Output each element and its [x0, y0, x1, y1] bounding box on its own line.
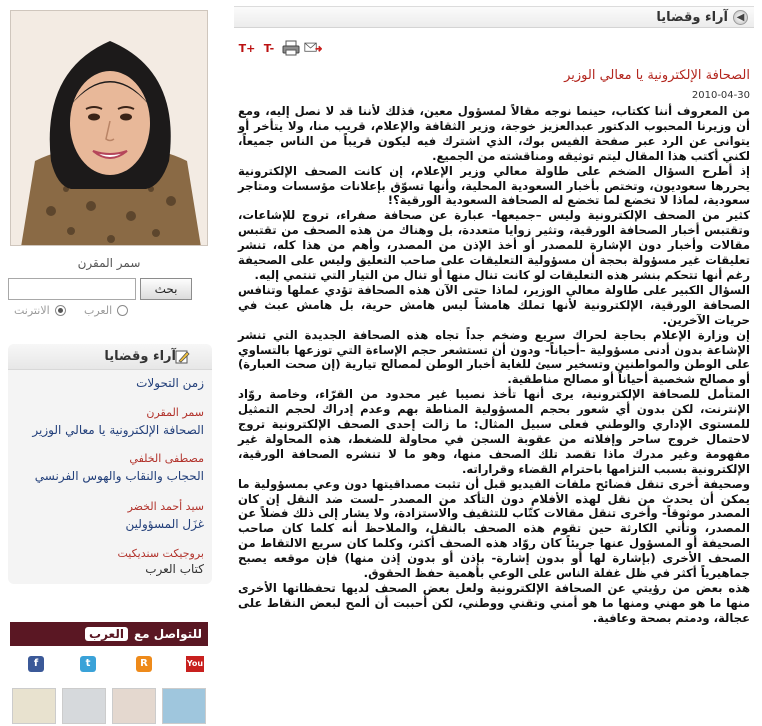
facebook-icon[interactable]: f — [28, 656, 44, 672]
sidebar — [0, 0, 222, 726]
section-title: آراء وقضايا — [656, 10, 728, 25]
sidebar-link-topic[interactable]: الحجاب والنقاب والهوس الفرنسي — [34, 469, 204, 483]
print-icon[interactable] — [282, 39, 300, 57]
opinion-panel-header — [8, 344, 212, 370]
sidebar-link-writer[interactable]: سمر المقرن — [146, 406, 204, 419]
search-scope-arab[interactable] — [84, 304, 128, 317]
edit-icon — [174, 349, 190, 365]
font-increase-icon[interactable]: T+ — [238, 41, 256, 55]
article-paragraph: السؤال الكبير على طاولة معالي الوزير، لماذا حتى الآن هذه الصحافة تؤدي عملها وتنافس الصحافة الورقية، الإلكترونية لأنها تملك هامشاً ليس هامش حرية، بل هامش عبث في حريات الآخرين. — [238, 282, 750, 327]
promo-thumbnail[interactable] — [162, 688, 206, 724]
article-paragraph: إن وزارة الإعلام بحاجة لحراك سريع وضخم جداً تجاه هذه الصحافة الجديدة التي تنشر الإشاعة بدون أدنى مسؤولية –أحياناً- ودون أن تستشعر حجم الإساءة التي توزعها بالتساوي على الوطن والمواطنين وتسخير سيئ للغاية أخبار الوطن لمصالح تيارية (إن صحت العبارة) أو مصالح شخصية أحياناً أو مصالح مناطقية. — [238, 327, 750, 387]
search-scope-internet[interactable] — [14, 304, 66, 317]
sidebar-link-writer[interactable]: بروجيكت سنديكيت — [117, 547, 204, 560]
opinion-panel-title: آراء وقضايا — [104, 349, 176, 364]
article-paragraph: المتأمل للصحافة الإلكترونية، يرى أنها تأخذ نصيبا غير محدود من القرّاء، وخاصة روّاد الإنترنت، لكن بدون أي شعور بحجم المسؤولية المناطة بهم وعدم إدراك لحجم التمثيل للمستوى الإداري والوطني فعلى سبيل المثال: ما زالت إحدى الصحف الإلكترونية تروج لاحتمال خروج ساحر وإفلاته من عقوبة السجن في محاولة للضغط، هذه المحاولة غير مفهومة وغير مدرك ماذا تقصد تلك الصحف منها، وهو ما لا تنشره الصحافة الورقية، الإلكترونية بسبب التزامها باحترام القضاء وقراراته. — [238, 387, 750, 476]
social-bar-brand: العرب — [85, 627, 128, 641]
section-header — [234, 6, 754, 28]
article-title: الصحافة الإلكترونية يا معالي الوزير — [564, 68, 750, 83]
social-bar-title: للتواصل مع — [133, 627, 202, 641]
article-paragraph: من المعروف أننا ككتاب، حينما نوجه مقالاً لمسؤول معين، فذلك لأننا قد لا نصل إليه، ومع أن وزيرنا المحبوب الدكتور عبدالعزيز خوجة، وزير الثقافة والإعلام، قريب منا، ولا يتأخر أو يتوانى عن الرد عبر صفحة الفيس بوك، الذي اشترك فيه ليكون قريباً من الناس جميعاً، لكني أكتب هذا المقال ليتم توثيقه ومناقشته من الجميع. — [238, 104, 750, 163]
article-paragraph: هذه بعض من رؤيتي عن الصحافة الإلكترونية ولعل بعض الصحف لديها تحفظاتها الأخرى منها ما هو مهني ومنها ما هو أمني وتقني ووطني، لكن أحببت أن ألمح لبعض النقاط على عجالة، ودمتم بصحة وعافية. — [238, 581, 750, 625]
search-scope-internet-label: الانترنت — [14, 304, 50, 317]
twitter-icon[interactable]: t — [80, 656, 96, 672]
article-paragraph: إذ أطرح السؤال الضخم على طاولة معالي وزير الإعلام، إن كانت الصحف الإلكترونية يحررها سعوديون، وتختص بأخبار السعودية المحلية، وأنها تسوّق بإعلانات مؤسسات ومتاجر سعودية، لماذا لا تخضع لما تخضع له الصحافة السعودية الورقية؟! — [238, 163, 750, 208]
article-date: 2010-04-30 — [691, 90, 750, 101]
search-button[interactable] — [140, 278, 192, 300]
author-photo — [10, 10, 208, 246]
font-decrease-icon[interactable]: T- — [263, 41, 275, 55]
promo-thumbnail[interactable] — [12, 688, 56, 724]
article-paragraph: وصحيفة أخرى تنقل فضائح ملفات الفيديو قبل أن تثبت مصداقيتها دون وعي بمسؤولية ما يمكن أن يحدث من نقل لهذه الأفلام دون التأكد من المصدر –لست ضد النقل إن كان المصدر موثوقاً- وأخرى تنقل مقالات كتّاب للتثقيف والاستزادة، ولا يشار إلى ذلك فضلاً عن المصدر، وتأتي الكارثة حين تقوم هذه الصحف بالنقل، والملاحظ أنه كلما كان صاحب الصحيفة أو المسؤول عنها جريئاً كان روّاد هذه الصحف أكثر، وكلما كان سريع الالتقاط من الصحف الأخرى (بإشارة لها أو بدون إشارة- بإذن أو بدون إذن منها) فإن موقعه يصبح جماهيرياً أكثر في ظل غفلة الناس على الوعي بأهمية حفظ الحقوق. — [238, 476, 750, 581]
search-scope-arab-label: العرب — [84, 304, 113, 317]
rss-icon[interactable]: R — [136, 656, 152, 672]
search-scope-arab-radio[interactable] — [117, 305, 128, 316]
search-button-label: بحث — [154, 282, 178, 296]
main-content — [234, 0, 754, 726]
search-input[interactable] — [8, 278, 136, 300]
social-bar — [10, 622, 208, 646]
social-icons — [10, 650, 208, 678]
sidebar-link-writer[interactable]: سيد أحمد الخضر — [127, 500, 204, 513]
promo-thumbnails — [10, 684, 208, 726]
youtube-icon[interactable]: You — [186, 656, 204, 672]
send-email-icon[interactable] — [304, 39, 322, 57]
sidebar-link-topic[interactable]: غزَل المسؤولين — [125, 517, 204, 531]
promo-thumbnail[interactable] — [112, 688, 156, 724]
author-name: سمر المقرن — [77, 256, 141, 270]
article-body — [238, 104, 750, 626]
article-toolbar — [238, 38, 322, 58]
author-portrait-image — [11, 11, 208, 246]
sidebar-link-writer[interactable]: مصطفى الخلفي — [129, 452, 204, 465]
sidebar-link-topic[interactable]: الصحافة الإلكترونية يا معالي الوزير — [32, 423, 204, 437]
sidebar-link-topic[interactable]: زمن التحولات — [136, 376, 204, 390]
arrow-left-icon: ◀ — [733, 10, 748, 25]
search-scope-internet-radio[interactable] — [55, 305, 66, 316]
sidebar-link-topic[interactable]: كتاب العرب — [145, 562, 204, 576]
article-paragraph: كثير من الصحف الإلكترونية وليس –جميعها- عبارة عن صحافة صفراء، تروج للإشاعات، وتقتبس أخبار الصحافة الورقية، وتثير زوايا متعددة، بل وهناك من هذه الصحف من تقتبس مقالات وأخبار دون الإشارة للمصدر أو أخذ الإذن من المصدر، وأهم من هذا كله، تنشر تعليقات غير مسؤولة بحجة أن مسؤولية التعليقات على صاحب التعليق وليس على الصحيفة رغم أنها تتحكم بنشر هذه التعليقات لو كانت تنال منها أو تنال من التيار التي تنتمي إليه. — [238, 208, 750, 282]
promo-thumbnail[interactable] — [62, 688, 106, 724]
